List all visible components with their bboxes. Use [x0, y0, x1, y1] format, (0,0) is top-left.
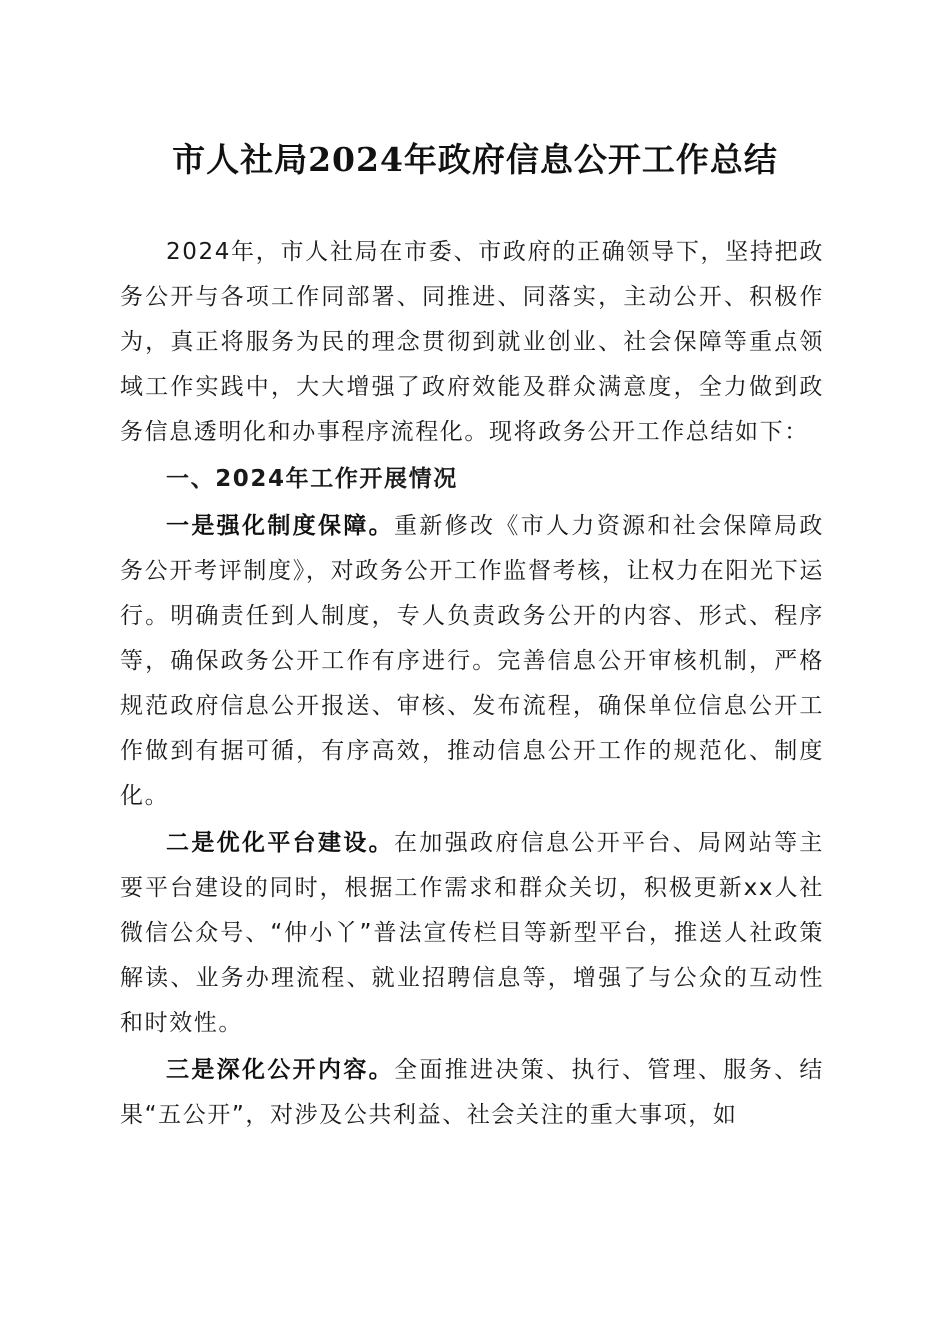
item-text: 全面推进决策、执行、管理、服务、结果“五公开”，对涉及公共利益、社会关注的重大事项，如 — [120, 1057, 825, 1128]
paragraph-item-3 — [120, 1048, 824, 1138]
paragraph-item-2 — [120, 821, 824, 1046]
item-lead: 一是强化制度保障。 — [166, 513, 395, 539]
item-lead: 三是深化公开内容。 — [166, 1057, 395, 1083]
paragraph-item-1 — [120, 504, 824, 819]
document-body — [120, 230, 824, 1138]
intro-paragraph: 2024年，市人社局在市委、市政府的正确领导下，坚持把政务公开与各项工作同部署、同推进、同落实，主动公开、积极作为，真正将服务为民的理念贯彻到就业创业、社会保障等重点领域工作实践中，大大增强了政府效能及群众满意度，全力做到政务信息透明化和办事程序流程化。现将政务公开工作总结如下： — [120, 239, 824, 445]
item-text: 重新修改《市人力资源和社会保障局政务公开考评制度》，对政务公开工作监督考核，让权力在阳光下运行。明确责任到人制度，专人负责政务公开的内容、形式、程序等，确保政务公开工作有序进行。完善信息公开审核机制，严格规范政府信息公开报送、审核、发布流程，确保单位信息公开工作做到有据可循，有序高效，推动信息公开工作的规范化、制度化。 — [120, 513, 825, 809]
section-heading: 一、2024年工作开展情况 — [166, 466, 458, 492]
item-text: 在加强政府信息公开平台、局网站等主要平台建设的同时，根据工作需求和群众关切，积极更新xx人社微信公众号、“仲小丫”普法宣传栏目等新型平台，推送人社政策解读、业务办理流程、就业招聘信息等，增强了与公众的互动性和时效性。 — [120, 830, 825, 1036]
item-lead: 二是优化平台建设。 — [166, 830, 395, 856]
document-title: 市人社局2024年政府信息公开工作总结 — [172, 140, 778, 179]
